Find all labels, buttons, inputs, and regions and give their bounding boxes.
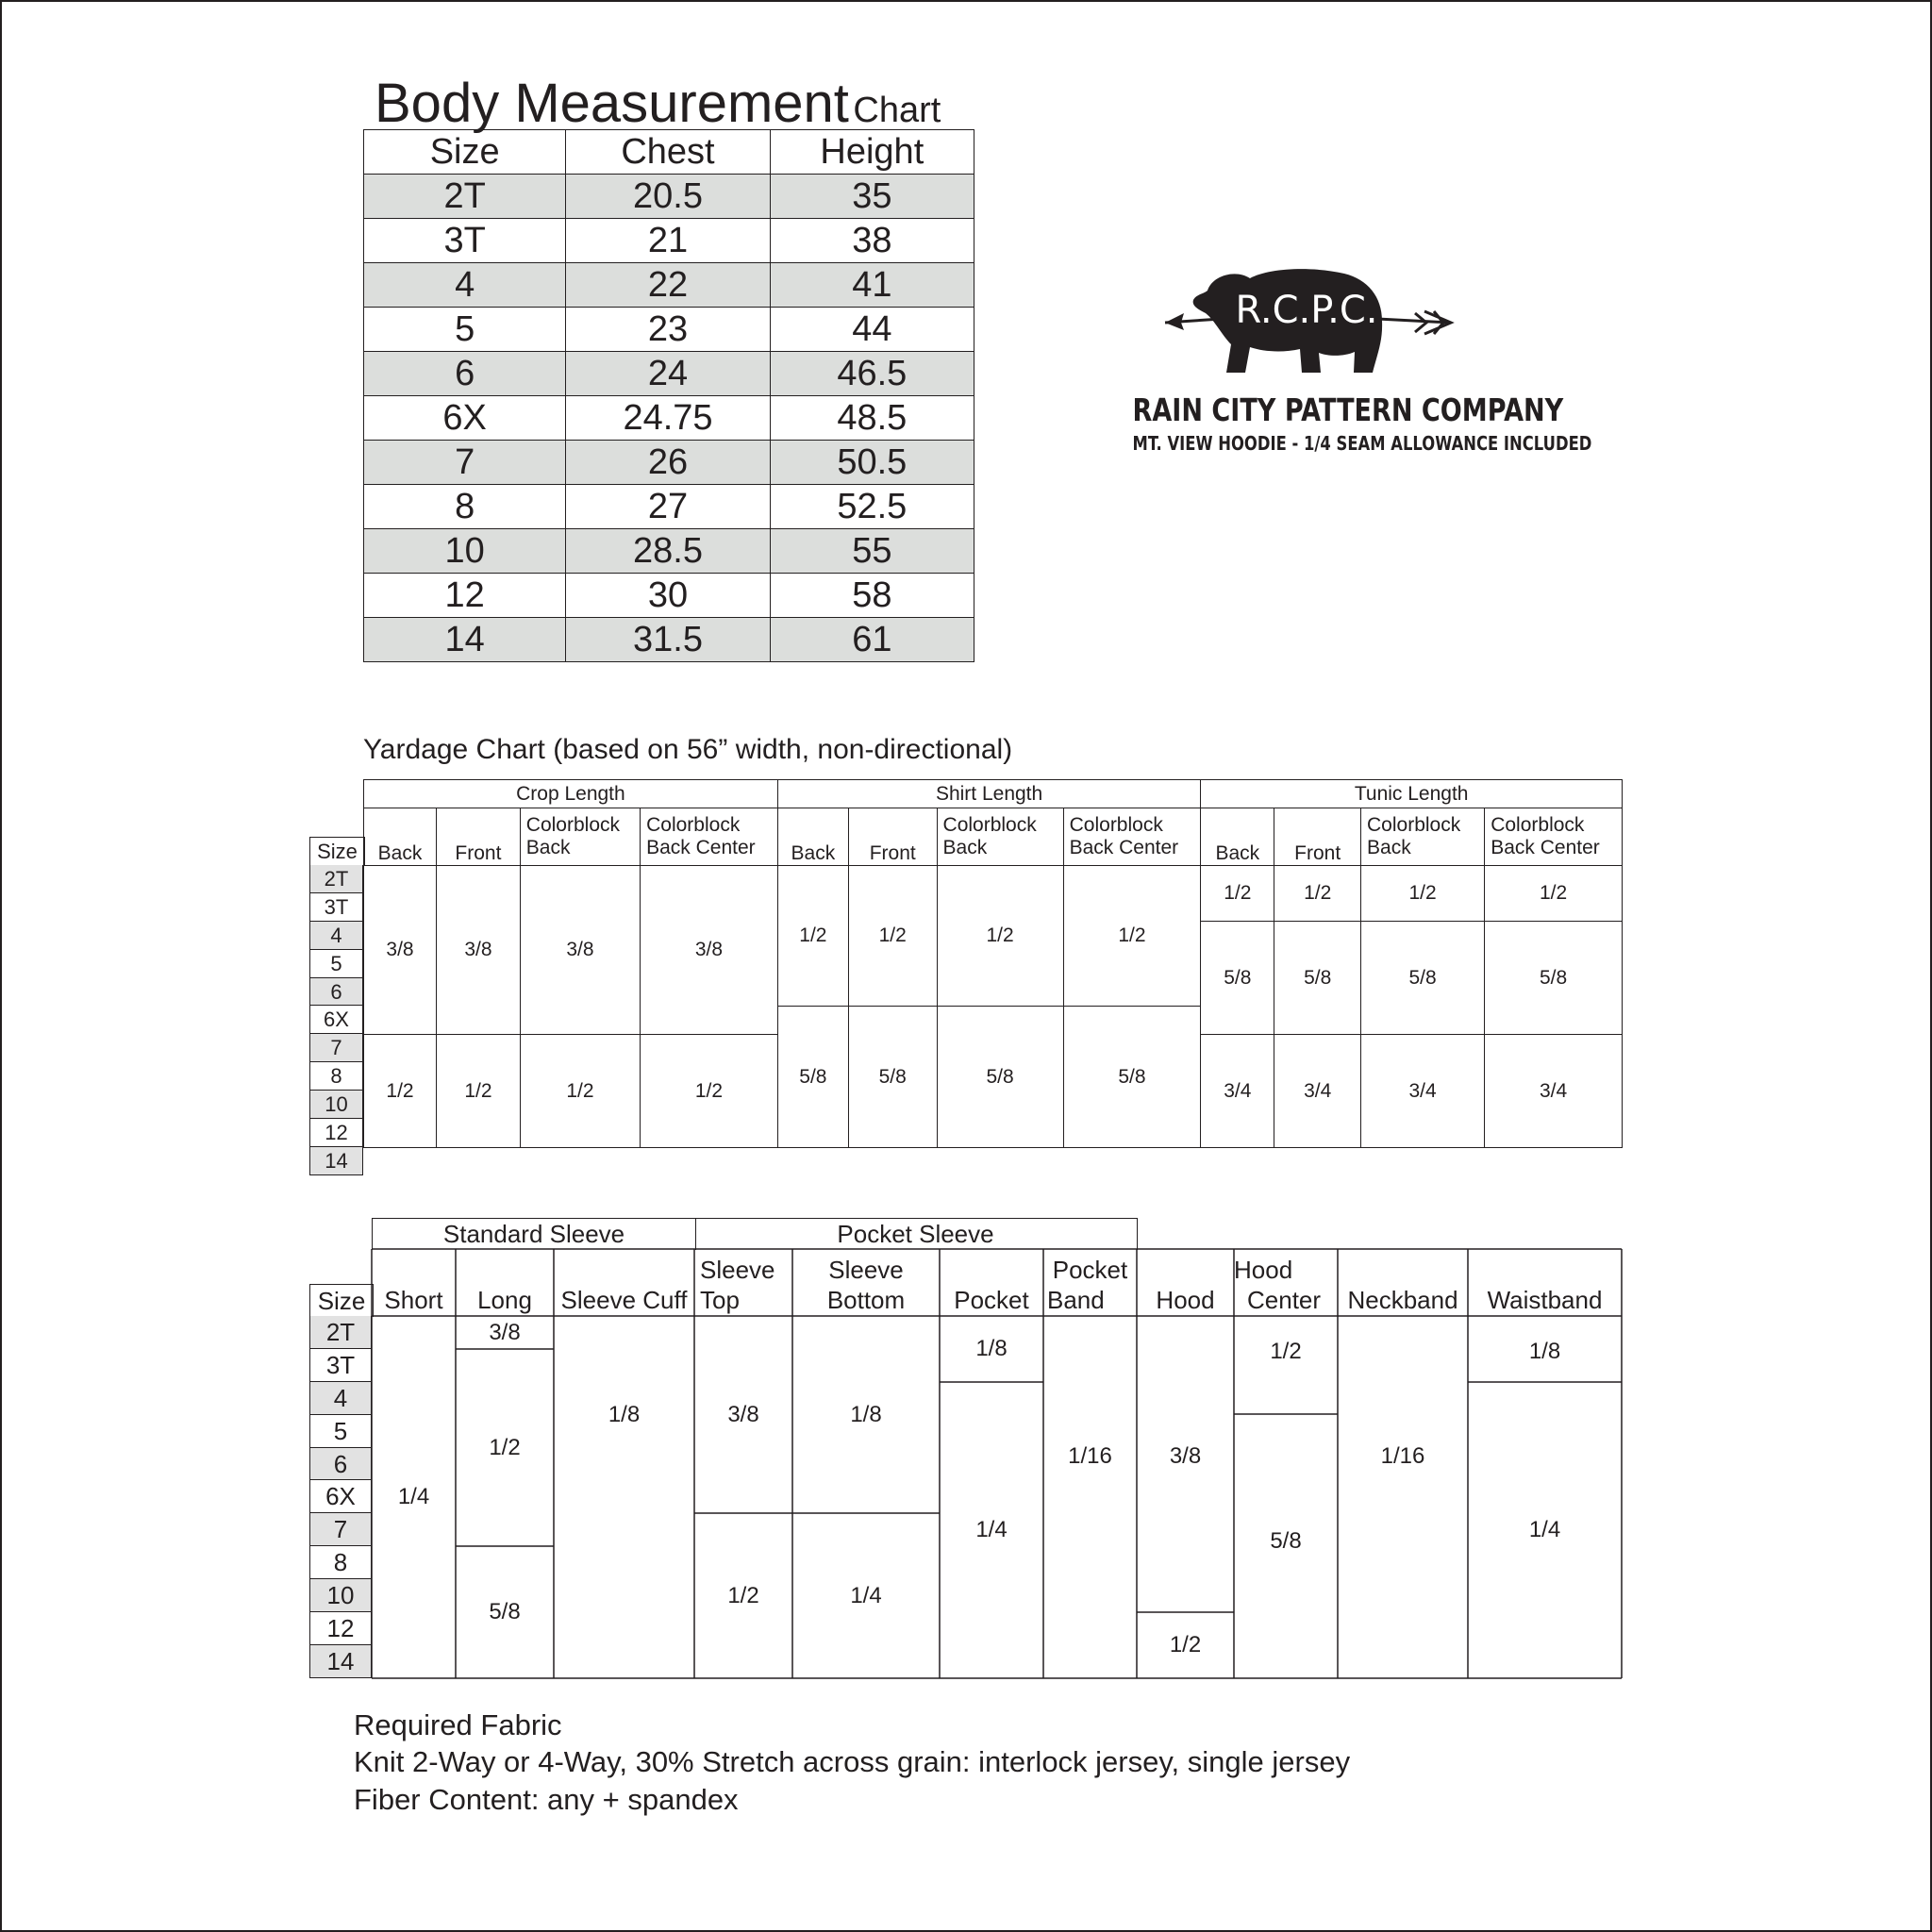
value-cell: 1/8 — [608, 1401, 641, 1427]
size-cell: 2T — [364, 175, 566, 219]
value-cell: 5/8 — [848, 1007, 937, 1148]
value-cell: 1/2 — [727, 1582, 759, 1608]
size-label: 5 — [309, 950, 363, 978]
value-cell: 5/8 — [489, 1599, 521, 1624]
product-subtitle: MT. VIEW HOODIE - 1/4 SEAM ALLOWANCE INCLUDED — [1132, 432, 1592, 455]
size-cell: 12 — [364, 574, 566, 618]
value-cell: 1/8 — [850, 1401, 882, 1427]
label-line: Back Center — [646, 837, 756, 858]
body-chart-title-suffix: Chart — [853, 91, 941, 130]
size-label: 2T — [309, 1316, 372, 1349]
chest-cell: 28.5 — [566, 529, 770, 574]
value-cell: 1/2 — [1361, 866, 1485, 922]
fabric-heading: Required Fabric — [354, 1708, 562, 1741]
value-cell: 5/8 — [1361, 922, 1485, 1035]
chest-cell: 24.75 — [566, 396, 770, 441]
col-back: Back — [364, 808, 437, 866]
value-cell: 3/4 — [1361, 1035, 1485, 1148]
value-cell: 3/8 — [364, 866, 437, 1035]
size-label: 10 — [309, 1579, 372, 1612]
value-cell: 1/4 — [975, 1517, 1008, 1542]
group-standard-sleeve: Standard Sleeve — [372, 1218, 696, 1250]
height-cell: 44 — [770, 308, 974, 352]
height-cell: 55 — [770, 529, 974, 574]
value-cell: 1/8 — [1528, 1338, 1561, 1364]
value-cell: 3/8 — [1169, 1443, 1202, 1469]
size-label: 8 — [309, 1062, 363, 1091]
label-line: Colorblock — [646, 814, 741, 836]
size-cell: 14 — [364, 618, 566, 662]
value-cell: 5/8 — [777, 1007, 848, 1148]
value-cell: 1/2 — [520, 1035, 640, 1148]
height-cell: 58 — [770, 574, 974, 618]
size-cell: 5 — [364, 308, 566, 352]
height-cell: 61 — [770, 618, 974, 662]
size-label: 6X — [309, 1480, 372, 1513]
value-cell: 3/8 — [727, 1401, 759, 1427]
column-header: Bottom — [826, 1285, 906, 1314]
column-header: Sleeve — [828, 1255, 904, 1284]
size-label: 6 — [309, 978, 363, 1007]
size-cell: 4 — [364, 263, 566, 308]
value-cell: 5/8 — [937, 1007, 1063, 1148]
size-cell: 6 — [364, 352, 566, 396]
col-front: Front — [848, 808, 937, 866]
chest-cell: 31.5 — [566, 618, 770, 662]
group-crop-length: Crop Length — [364, 780, 778, 808]
label-line: Back — [525, 837, 571, 858]
size-label: 5 — [309, 1415, 372, 1448]
col-back: Back — [1201, 808, 1274, 866]
col-back: Back — [777, 808, 848, 866]
size-label: 10 — [309, 1091, 363, 1119]
size-label: 12 — [309, 1119, 363, 1147]
group-shirt-length: Shirt Length — [777, 780, 1201, 808]
value-cell: 1/2 — [641, 1035, 778, 1148]
height-cell: 41 — [770, 263, 974, 308]
fabric-line-2: Fiber Content: any + spandex — [354, 1783, 739, 1816]
height-cell: 35 — [770, 175, 974, 219]
size-label: 3T — [309, 1349, 372, 1382]
column-header: Pocket — [954, 1285, 1029, 1314]
body-chart-title-main: Body Measurement — [375, 73, 849, 134]
size-label: 14 — [309, 1645, 372, 1678]
size-label: 7 — [309, 1034, 363, 1062]
sleeve-size-header: Size — [309, 1284, 374, 1317]
size-label: 6 — [309, 1448, 372, 1481]
label-line: Back — [1367, 837, 1411, 858]
chest-cell: 20.5 — [566, 175, 770, 219]
column-header: Long — [477, 1285, 532, 1314]
label-line: Colorblock — [942, 814, 1037, 836]
size-label: 14 — [309, 1147, 363, 1175]
value-cell: 5/8 — [1201, 922, 1274, 1035]
label-line: Back Center — [1491, 837, 1600, 858]
size-cell: 7 — [364, 441, 566, 485]
height-cell: 52.5 — [770, 485, 974, 529]
value-cell: 1/2 — [1201, 866, 1274, 922]
value-cell: 3/8 — [437, 866, 521, 1035]
label-line: Back Center — [1069, 837, 1179, 858]
value-cell: 3/4 — [1485, 1035, 1623, 1148]
yardage-chart-title: Yardage Chart (based on 56” width, non-directional) — [363, 734, 1013, 765]
size-cell: 10 — [364, 529, 566, 574]
value-cell: 1/16 — [1380, 1443, 1425, 1469]
value-cell: 1/2 — [489, 1434, 521, 1460]
size-label: 3T — [309, 893, 363, 922]
value-cell: 1/2 — [437, 1035, 521, 1148]
value-cell: 3/8 — [520, 866, 640, 1035]
value-cell: 1/8 — [975, 1336, 1008, 1361]
column-header: Waistband — [1487, 1285, 1603, 1314]
size-label: 4 — [309, 922, 363, 950]
column-header: Hood — [1156, 1285, 1215, 1314]
fabric-line-1: Knit 2-Way or 4-Way, 30% Stretch across grain: interlock jersey, single jersey — [354, 1745, 1351, 1778]
column-header: Pocket — [1052, 1255, 1128, 1284]
header-size: Size — [364, 130, 566, 175]
size-label: 7 — [309, 1513, 372, 1546]
value-cell: 1/2 — [1274, 866, 1361, 922]
value-cell: 1/2 — [777, 866, 848, 1007]
logo-mark: R.C.P.C. — [1235, 289, 1378, 332]
value-cell: 1/2 — [848, 866, 937, 1007]
value-cell: 1/4 — [397, 1484, 430, 1509]
value-cell: 5/8 — [1270, 1528, 1302, 1554]
value-cell: 1/2 — [1063, 866, 1201, 1007]
value-cell: 1/16 — [1068, 1443, 1112, 1469]
size-cell: 3T — [364, 219, 566, 263]
height-cell: 38 — [770, 219, 974, 263]
label-line: Back — [942, 837, 988, 858]
column-header: Center — [1247, 1285, 1322, 1314]
chest-cell: 26 — [566, 441, 770, 485]
chest-cell: 30 — [566, 574, 770, 618]
company-name: RAIN CITY PATTERN COMPANY — [1132, 391, 1564, 428]
value-cell: 3/4 — [1274, 1035, 1361, 1148]
label-line: Colorblock — [1367, 814, 1461, 836]
chest-cell: 22 — [566, 263, 770, 308]
column-header: Hood — [1234, 1255, 1293, 1284]
column-header: Sleeve — [700, 1255, 775, 1284]
size-label: 8 — [309, 1546, 372, 1579]
value-cell: 5/8 — [1063, 1007, 1201, 1148]
value-cell: 3/8 — [489, 1319, 521, 1345]
value-cell: 1/2 — [364, 1035, 437, 1148]
size-label: 12 — [309, 1612, 372, 1645]
chest-cell: 21 — [566, 219, 770, 263]
yardage-size-header: Size — [309, 837, 365, 866]
label-line: Colorblock — [525, 814, 621, 836]
column-header: Top — [700, 1285, 740, 1314]
height-cell: 48.5 — [770, 396, 974, 441]
column-header: Band — [1047, 1285, 1105, 1314]
chest-cell: 23 — [566, 308, 770, 352]
group-tunic-length: Tunic Length — [1201, 780, 1623, 808]
value-cell: 1/2 — [1270, 1338, 1302, 1364]
value-cell: 5/8 — [1274, 922, 1361, 1035]
label-line: Colorblock — [1491, 814, 1585, 836]
column-header: Neckband — [1347, 1285, 1458, 1314]
header-height: Height — [770, 130, 974, 175]
label-line: Colorblock — [1069, 814, 1163, 836]
col-front: Front — [437, 808, 521, 866]
value-cell: 3/8 — [641, 866, 778, 1035]
value-cell: 1/4 — [850, 1582, 882, 1608]
size-cell: 6X — [364, 396, 566, 441]
value-cell: 1/2 — [1485, 866, 1623, 922]
height-cell: 46.5 — [770, 352, 974, 396]
column-header: Short — [384, 1285, 443, 1314]
size-label: 6X — [309, 1006, 363, 1034]
chest-cell: 24 — [566, 352, 770, 396]
size-label: 4 — [309, 1382, 372, 1415]
value-cell: 1/2 — [1169, 1632, 1202, 1657]
value-cell: 1/4 — [1528, 1517, 1561, 1542]
column-header: Sleeve Cuff — [560, 1285, 688, 1314]
size-label: 2T — [309, 865, 363, 893]
value-cell: 1/2 — [937, 866, 1063, 1007]
value-cell: 5/8 — [1485, 922, 1623, 1035]
chest-cell: 27 — [566, 485, 770, 529]
group-pocket-sleeve: Pocket Sleeve — [694, 1218, 1138, 1250]
value-cell: 3/4 — [1201, 1035, 1274, 1148]
header-chest: Chest — [566, 130, 770, 175]
height-cell: 50.5 — [770, 441, 974, 485]
size-cell: 8 — [364, 485, 566, 529]
col-front: Front — [1274, 808, 1361, 866]
